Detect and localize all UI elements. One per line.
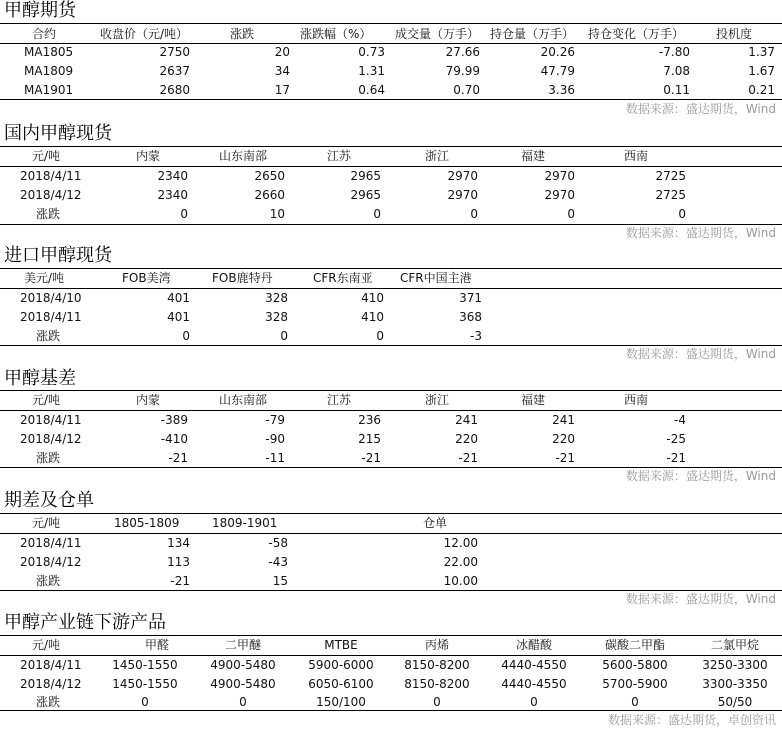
table-cell: 0 [141, 695, 149, 709]
divider [0, 166, 782, 167]
row-label: 涨跌 [36, 574, 61, 588]
table-cell: 236 [358, 413, 381, 427]
table-cell: 2970 [544, 188, 575, 202]
table-cell: 0 [376, 329, 384, 343]
table-cell: 0 [631, 695, 639, 709]
table-cell: 1.67 [748, 64, 775, 78]
table-cell: 401 [167, 310, 190, 324]
header-cell: 1809-1901 [212, 516, 278, 530]
table-cell: 2965 [350, 169, 381, 183]
header-cell: 西南 [624, 393, 649, 407]
header-cell: 甲醛 [144, 638, 169, 652]
table-cell: 0 [239, 695, 247, 709]
table-cell: 150/100 [316, 695, 366, 709]
table-cell: 113 [167, 555, 190, 569]
header-cell: 山东南部 [219, 149, 268, 163]
table-cell: -90 [265, 432, 285, 446]
row-label: 涨跌 [36, 329, 61, 343]
table-cell: 50/50 [717, 695, 753, 709]
table-cell: 0.11 [663, 83, 690, 97]
table-cell: -21 [361, 451, 381, 465]
data-source-note: 数据来源：盛达期货，Wind [625, 102, 776, 116]
table-cell: 2725 [655, 169, 686, 183]
table-cell: -7.80 [658, 45, 690, 59]
header-cell: 涨跌幅（%） [300, 27, 372, 41]
divider [0, 710, 782, 711]
table-cell: 1.37 [748, 45, 775, 59]
table-cell: 2970 [447, 188, 478, 202]
table-cell: 0 [433, 695, 441, 709]
divider [0, 268, 782, 269]
table-cell: 0 [470, 207, 478, 221]
table-cell: 7.08 [663, 64, 690, 78]
table-cell: 22.00 [443, 555, 478, 569]
table-cell: 2340 [157, 169, 188, 183]
header-cell: 成交量（万手） [395, 27, 480, 41]
row-label: 2018/4/11 [20, 413, 82, 427]
table-cell: 4440-4550 [501, 658, 567, 672]
table-cell: 2650 [254, 169, 285, 183]
header-cell: 冰醋酸 [515, 638, 552, 652]
table-cell: 328 [265, 291, 288, 305]
table-cell: 79.99 [445, 64, 480, 78]
row-label: 2018/4/12 [20, 432, 82, 446]
header-cell: 碳酸二甲酯 [604, 638, 665, 652]
divider [0, 655, 782, 656]
table-cell: 6050-6100 [308, 677, 374, 691]
row-label: MA1809 [24, 64, 74, 78]
divider [0, 99, 782, 100]
table-cell: 368 [459, 310, 482, 324]
row-label: 2018/4/11 [20, 310, 82, 324]
header-cell: 二氯甲烷 [710, 638, 759, 652]
row-label: 涨跌 [36, 695, 61, 709]
row-label: 2018/4/12 [20, 188, 82, 202]
section-title: 国内甲醇现货 [4, 123, 112, 144]
table-cell: 2680 [159, 83, 190, 97]
header-cell: CFR东南亚 [313, 271, 373, 285]
table-cell: -25 [666, 432, 686, 446]
header-cell: 内蒙 [136, 149, 161, 163]
table-cell: -43 [268, 555, 288, 569]
table-cell: 328 [265, 310, 288, 324]
header-cell: 浙江 [425, 393, 450, 407]
table-cell: -4 [674, 413, 686, 427]
row-label: MA1805 [24, 45, 74, 59]
header-cell: 元/吨 [32, 149, 61, 163]
header-cell: 山东南部 [219, 393, 268, 407]
table-cell: -21 [555, 451, 575, 465]
header-cell: 元/吨 [32, 393, 61, 407]
table-cell: 2637 [159, 64, 190, 78]
table-cell: -3 [470, 329, 482, 343]
table-cell: 0 [182, 329, 190, 343]
row-label: 涨跌 [36, 451, 61, 465]
header-cell: 涨跌 [230, 27, 255, 41]
row-label: MA1901 [24, 83, 74, 97]
table-cell: 0 [280, 329, 288, 343]
table-cell: 220 [455, 432, 478, 446]
table-cell: -11 [265, 451, 285, 465]
table-cell: -21 [170, 574, 190, 588]
table-cell: 241 [552, 413, 575, 427]
header-cell: 元/吨 [32, 516, 61, 530]
table-cell: 2965 [350, 188, 381, 202]
section-title: 期差及仓单 [4, 490, 94, 511]
row-label: 2018/4/12 [20, 677, 82, 691]
header-cell: MTBE [324, 638, 358, 652]
header-cell: 元/吨 [32, 638, 61, 652]
row-label: 2018/4/10 [20, 291, 82, 305]
header-cell: 收盘价（元/吨） [100, 27, 189, 41]
table-cell: 5700-5900 [602, 677, 668, 691]
table-cell: 2750 [159, 45, 190, 59]
table-cell: 17 [274, 83, 290, 97]
table-cell: -389 [160, 413, 188, 427]
table-cell: 134 [167, 536, 190, 550]
row-label: 涨跌 [36, 207, 61, 221]
table-cell: 8150-8200 [404, 658, 470, 672]
row-label: 2018/4/12 [20, 555, 82, 569]
row-label: 2018/4/11 [20, 169, 82, 183]
header-cell: 1805-1809 [114, 516, 180, 530]
row-label: 2018/4/11 [20, 658, 82, 672]
table-cell: -79 [265, 413, 285, 427]
table-cell: 3300-3350 [702, 677, 768, 691]
table-cell: 215 [358, 432, 381, 446]
table-cell: 27.66 [445, 45, 480, 59]
divider [0, 23, 782, 24]
table-cell: 0.70 [453, 83, 480, 97]
table-cell: 2660 [254, 188, 285, 202]
table-cell: 20 [274, 45, 290, 59]
divider [0, 635, 782, 636]
header-cell: 合约 [32, 27, 57, 41]
data-source-note: 数据来源：盛达期货，Wind [625, 226, 776, 240]
data-source-note: 数据来源：盛达期货，卓创资讯 [607, 713, 776, 727]
table-cell: 2725 [655, 188, 686, 202]
header-cell: 投机度 [716, 27, 753, 41]
header-cell: 美元/吨 [24, 271, 65, 285]
table-cell: 1450-1550 [112, 677, 178, 691]
table-cell: 8150-8200 [404, 677, 470, 691]
header-cell: 西南 [624, 149, 649, 163]
table-cell: 0 [180, 207, 188, 221]
divider [0, 146, 782, 147]
header-cell: 浙江 [425, 149, 450, 163]
data-source-note: 数据来源：盛达期货，Wind [625, 592, 776, 606]
header-cell: 丙烯 [424, 638, 449, 652]
table-cell: 0 [678, 207, 686, 221]
header-cell: 仓单 [423, 516, 448, 530]
table-cell: 0 [567, 207, 575, 221]
divider [0, 513, 782, 514]
header-cell: 二甲醚 [224, 638, 261, 652]
table-cell: 371 [459, 291, 482, 305]
table-cell: -21 [458, 451, 478, 465]
table-cell: 20.26 [540, 45, 575, 59]
table-cell: 3.36 [548, 83, 575, 97]
table-cell: 241 [455, 413, 478, 427]
divider [0, 390, 782, 391]
table-cell: -410 [160, 432, 188, 446]
table-cell: 3250-3300 [702, 658, 768, 672]
header-cell: 持仓变化（万手） [588, 27, 685, 41]
table-cell: 4440-4550 [501, 677, 567, 691]
table-cell: 2970 [544, 169, 575, 183]
table-cell: 5600-5800 [602, 658, 668, 672]
section-title: 甲醇基差 [4, 368, 76, 389]
table-cell: 10.00 [443, 574, 478, 588]
table-cell: 2340 [157, 188, 188, 202]
table-cell: 220 [552, 432, 575, 446]
table-cell: -58 [268, 536, 288, 550]
table-cell: 47.79 [540, 64, 575, 78]
data-source-note: 数据来源：盛达期货，Wind [625, 347, 776, 361]
header-cell: 江苏 [327, 393, 352, 407]
table-cell: 0.73 [358, 45, 385, 59]
table-cell: 1450-1550 [112, 658, 178, 672]
section-title: 甲醇产业链下游产品 [4, 612, 166, 633]
header-cell: 福建 [521, 149, 546, 163]
table-cell: 15 [272, 574, 288, 588]
table-cell: -21 [666, 451, 686, 465]
table-cell: -21 [168, 451, 188, 465]
section-title: 进口甲醇现货 [4, 245, 112, 266]
table-cell: 10 [269, 207, 285, 221]
divider [0, 410, 782, 411]
header-cell: FOB美湾 [122, 271, 171, 285]
table-cell: 0 [373, 207, 381, 221]
header-cell: FOB鹿特丹 [212, 271, 273, 285]
divider [0, 288, 782, 289]
table-cell: 12.00 [443, 536, 478, 550]
header-cell: 江苏 [327, 149, 352, 163]
section-title: 甲醇期货 [4, 0, 76, 21]
table-cell: 401 [167, 291, 190, 305]
table-cell: 2970 [447, 169, 478, 183]
table-cell: 1.31 [358, 64, 385, 78]
table-cell: 0.64 [358, 83, 385, 97]
table-cell: 410 [361, 291, 384, 305]
table-cell: 34 [274, 64, 290, 78]
header-cell: 持仓量（万手） [490, 27, 575, 41]
header-cell: 内蒙 [136, 393, 161, 407]
row-label: 2018/4/11 [20, 536, 82, 550]
table-cell: 4900-5480 [210, 658, 276, 672]
divider [0, 533, 782, 534]
header-cell: 福建 [521, 393, 546, 407]
data-source-note: 数据来源：盛达期货，Wind [625, 469, 776, 483]
table-cell: 410 [361, 310, 384, 324]
table-cell: 5900-6000 [308, 658, 374, 672]
table-cell: 0 [530, 695, 538, 709]
header-cell: CFR中国主港 [400, 271, 472, 285]
table-cell: 0.21 [748, 83, 775, 97]
table-cell: 4900-5480 [210, 677, 276, 691]
